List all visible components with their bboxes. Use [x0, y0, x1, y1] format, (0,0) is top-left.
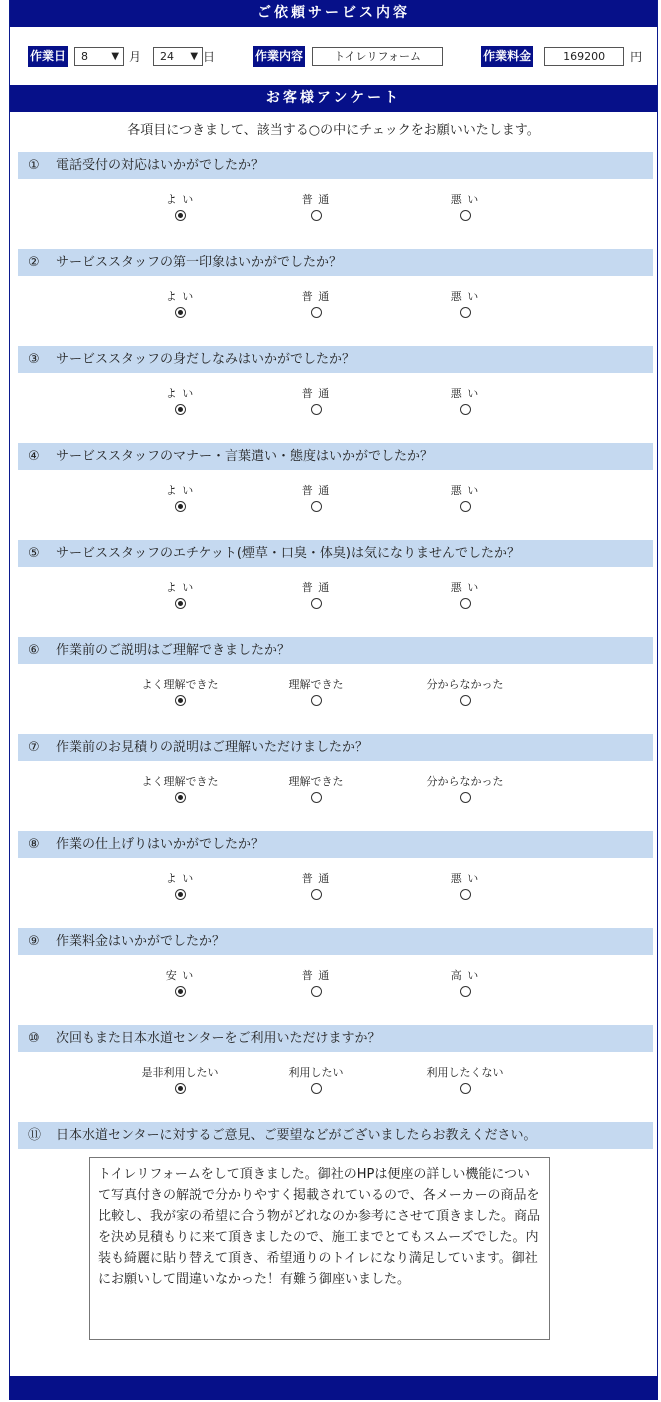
- option-label: 悪 い: [450, 581, 480, 594]
- radio-button[interactable]: [175, 792, 186, 803]
- option-label: 高 い: [450, 969, 480, 982]
- question-2-options: [10, 276, 657, 346]
- option-2: [256, 484, 376, 516]
- radio-button[interactable]: [460, 210, 471, 221]
- option-3: [405, 193, 525, 225]
- radio-button[interactable]: [460, 598, 471, 609]
- radio-button[interactable]: [311, 501, 322, 512]
- option-2: [256, 969, 376, 1001]
- question-number: ②: [28, 255, 40, 270]
- option-1: [120, 387, 240, 419]
- option-2: [256, 1066, 376, 1098]
- option-3: [405, 1066, 525, 1098]
- question-3-options: [10, 373, 657, 443]
- question-10-header: [18, 1025, 653, 1052]
- radio-button[interactable]: [460, 501, 471, 512]
- question-11-header: [18, 1122, 653, 1149]
- option-label: よ い: [165, 387, 195, 400]
- question-text: 日本水道センターに対するご意見、ご要望などがございましたらお教えください。: [56, 1128, 537, 1143]
- chevron-down-icon: ▼: [111, 50, 120, 62]
- question-3-header: [18, 346, 653, 373]
- radio-button[interactable]: [311, 792, 322, 803]
- question-list: [10, 152, 657, 1122]
- day-unit: 日: [203, 49, 216, 64]
- radio-button[interactable]: [311, 889, 322, 900]
- option-label: 普 通: [301, 193, 331, 206]
- option-3: [405, 969, 525, 1001]
- question-text: サービススタッフの身だしなみはいかがでしたか？: [56, 352, 356, 367]
- radio-button[interactable]: [175, 598, 186, 609]
- option-1: [120, 581, 240, 613]
- option-2: [256, 872, 376, 904]
- radio-button[interactable]: [311, 598, 322, 609]
- question-7-header: [18, 734, 653, 761]
- question-1-options: [10, 179, 657, 249]
- option-2: [256, 678, 376, 710]
- option-label: 普 通: [301, 387, 331, 400]
- option-label: よく理解できた: [141, 678, 219, 691]
- option-label: 分からなかった: [426, 775, 504, 788]
- question-1-header: [18, 152, 653, 179]
- month-unit: 月: [129, 49, 142, 64]
- service-header: ご依頼サービス内容: [10, 0, 657, 27]
- question-number: ⑨: [28, 934, 40, 949]
- option-2: [256, 775, 376, 807]
- option-label: 普 通: [301, 484, 331, 497]
- question-text: 次回もまた日本水道センターをご利用いただけますか？: [56, 1031, 381, 1046]
- option-1: [120, 872, 240, 904]
- option-label: 普 通: [301, 581, 331, 594]
- radio-button[interactable]: [460, 889, 471, 900]
- radio-button[interactable]: [311, 986, 322, 997]
- radio-button[interactable]: [311, 1083, 322, 1094]
- option-label: 理解できた: [288, 775, 344, 788]
- month-select[interactable]: [74, 47, 124, 66]
- option-label: 安 い: [165, 969, 195, 982]
- question-number: ⑤: [28, 546, 40, 561]
- question-text: 電話受付の対応はいかがでしたか？: [56, 158, 265, 173]
- radio-button[interactable]: [175, 501, 186, 512]
- question-8-options: [10, 858, 657, 928]
- radio-button[interactable]: [311, 307, 322, 318]
- footer-bar: [9, 1376, 658, 1400]
- option-label: よ い: [165, 484, 195, 497]
- content-field[interactable]: トイレリフォーム: [312, 47, 443, 66]
- question-text: 作業の仕上げりはいかがでしたか？: [56, 837, 265, 852]
- radio-button[interactable]: [460, 307, 471, 318]
- survey-intro: 各項目につきまして、該当する○の中にチェックをお願いいたします。: [127, 123, 540, 138]
- radio-button[interactable]: [311, 404, 322, 415]
- question-7-options: [10, 761, 657, 831]
- month-value: 8: [81, 49, 89, 63]
- option-2: [256, 581, 376, 613]
- radio-button[interactable]: [311, 695, 322, 706]
- radio-button[interactable]: [175, 889, 186, 900]
- option-3: [405, 484, 525, 516]
- option-1: [120, 775, 240, 807]
- radio-button[interactable]: [175, 307, 186, 318]
- radio-button[interactable]: [175, 986, 186, 997]
- option-label: よ い: [165, 581, 195, 594]
- question-text: サービススタッフの第一印象はいかがでしたか？: [56, 255, 343, 270]
- option-label: 普 通: [301, 872, 331, 885]
- question-number: ④: [28, 449, 40, 464]
- question-number: ⑩: [28, 1031, 40, 1046]
- fee-unit: 円: [630, 49, 643, 64]
- option-2: [256, 387, 376, 419]
- service-info-row: [10, 27, 657, 85]
- question-text: サービススタッフのマナー・言葉遣い・態度はいかがでしたか？: [56, 449, 434, 464]
- question-number: ⑦: [28, 740, 40, 755]
- radio-button[interactable]: [175, 695, 186, 706]
- question-10-options: [10, 1052, 657, 1122]
- question-4-options: [10, 470, 657, 540]
- question-text: 作業前のお見積りの説明はご理解いただけましたか？: [56, 740, 369, 755]
- fee-field[interactable]: 169200: [544, 47, 624, 66]
- question-text: サービススタッフのエチケット(煙草・口臭・体臭)は気になりませんでしたか？: [56, 546, 520, 561]
- option-label: よく理解できた: [141, 775, 219, 788]
- question-2-header: [18, 249, 653, 276]
- survey-header: お客様アンケート: [10, 85, 657, 112]
- radio-button[interactable]: [311, 210, 322, 221]
- question-number: ①: [28, 158, 40, 173]
- comment-textarea[interactable]: トイレリフォームをして頂きました。御社のHPは便座の詳しい機能について写真付きの解説で分かりやすく掲載されているので、各メーカーの商品を比較し、我が家の希望に合う物がどれなのか参考にさせて頂きました。商品を決め見積もりに来て頂きましたので、施工までとてもスムーズでした。内装も綺麗に貼り替えて頂き、希望通りのトイレになり満足しています。御社にお願いして間違いなかった！有難う御座いました。: [89, 1157, 550, 1340]
- option-3: [405, 581, 525, 613]
- day-value: 24: [160, 49, 175, 63]
- option-label: 悪 い: [450, 193, 480, 206]
- option-label: 普 通: [301, 969, 331, 982]
- option-label: よ い: [165, 193, 195, 206]
- option-1: [120, 193, 240, 225]
- question-number: ③: [28, 352, 40, 367]
- option-1: [120, 484, 240, 516]
- option-3: [405, 775, 525, 807]
- survey-form: [9, 0, 658, 1400]
- radio-button[interactable]: [460, 404, 471, 415]
- option-label: よ い: [165, 290, 195, 303]
- option-2: [256, 290, 376, 322]
- question-8-header: [18, 831, 653, 858]
- question-9-header: [18, 928, 653, 955]
- option-label: よ い: [165, 872, 195, 885]
- option-1: [120, 290, 240, 322]
- radio-button[interactable]: [460, 986, 471, 997]
- option-1: [120, 969, 240, 1001]
- option-2: [256, 193, 376, 225]
- question-4-header: [18, 443, 653, 470]
- option-3: [405, 872, 525, 904]
- option-label: 悪 い: [450, 387, 480, 400]
- option-label: 是非利用したい: [141, 1066, 219, 1079]
- option-1: [120, 678, 240, 710]
- question-6-options: [10, 664, 657, 734]
- question-9-options: [10, 955, 657, 1025]
- option-3: [405, 387, 525, 419]
- day-select[interactable]: [153, 47, 203, 66]
- question-number: ⑥: [28, 643, 40, 658]
- chevron-down-icon: ▼: [190, 50, 199, 62]
- question-5-header: [18, 540, 653, 567]
- option-1: [120, 1066, 240, 1098]
- radio-button[interactable]: [175, 404, 186, 415]
- option-label: 悪 い: [450, 484, 480, 497]
- question-number: ⑪: [28, 1128, 42, 1143]
- radio-button[interactable]: [175, 1083, 186, 1094]
- question-text: 作業料金はいかがでしたか？: [56, 934, 226, 949]
- option-3: [405, 678, 525, 710]
- option-label: 分からなかった: [426, 678, 504, 691]
- option-label: 普 通: [301, 290, 331, 303]
- question-5-options: [10, 567, 657, 637]
- option-label: 利用したくない: [426, 1066, 504, 1079]
- option-label: 悪 い: [450, 872, 480, 885]
- option-label: 利用したい: [288, 1066, 344, 1079]
- content-label: 作業内容: [253, 46, 305, 67]
- radio-button[interactable]: [460, 1083, 471, 1094]
- fee-label: 作業料金: [481, 46, 533, 67]
- option-label: 悪 い: [450, 290, 480, 303]
- question-text: 作業前のご説明はご理解できましたか？: [56, 643, 291, 658]
- question-number: ⑧: [28, 837, 40, 852]
- question-6-header: [18, 637, 653, 664]
- radio-button[interactable]: [460, 792, 471, 803]
- radio-button[interactable]: [460, 695, 471, 706]
- radio-button[interactable]: [175, 210, 186, 221]
- option-3: [405, 290, 525, 322]
- date-label: 作業日: [28, 46, 68, 67]
- option-label: 理解できた: [288, 678, 344, 691]
